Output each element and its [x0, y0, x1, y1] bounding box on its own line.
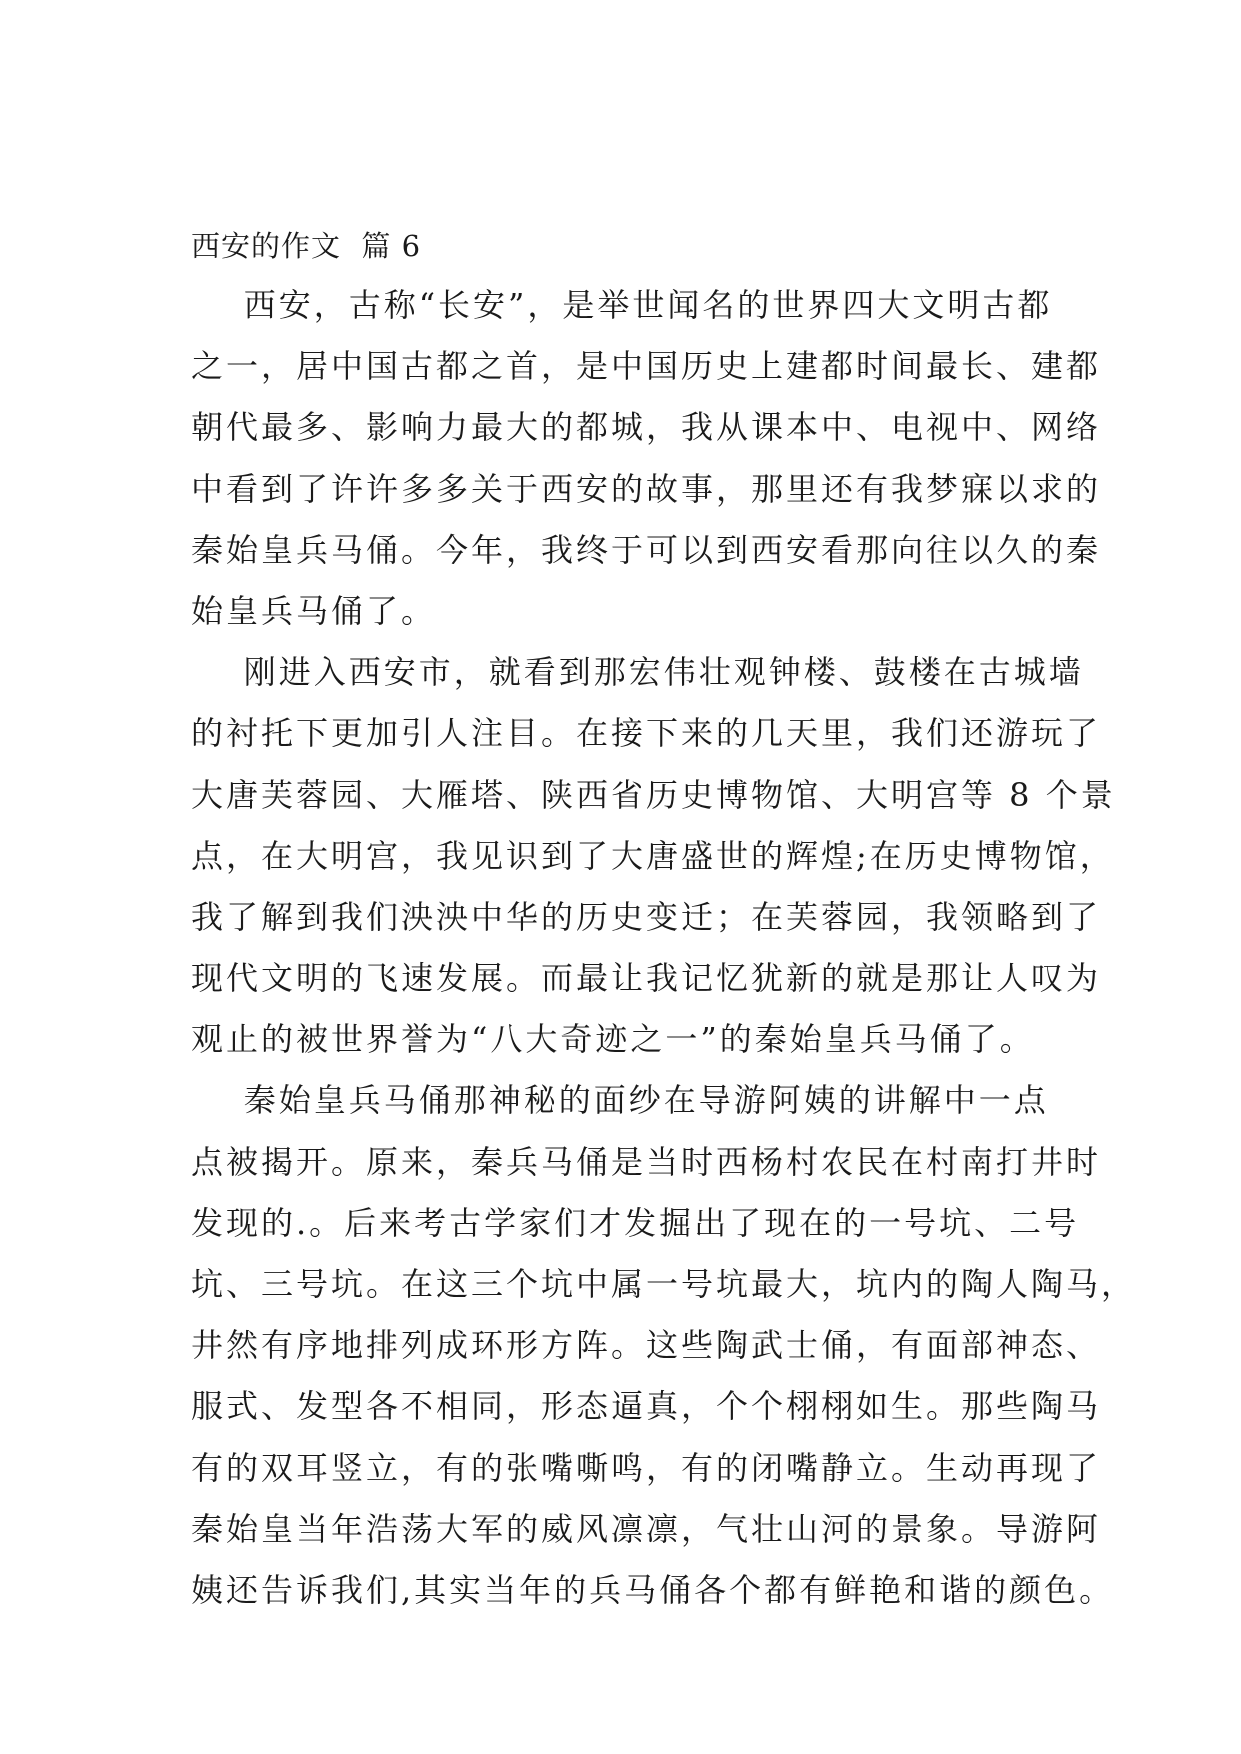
text-line: 服式、发型各不相同，形态逼真，个个栩栩如生。那些陶马: [191, 1387, 1102, 1426]
text-line: 中看到了许许多多关于西安的故事，那里还有我梦寐以求的: [191, 469, 1102, 508]
text-line: 大唐芙蓉园、大雁塔、陕西省历史博物馆、大明宫等 8 个景: [191, 775, 1116, 814]
text-line: 西安，古称“长安”，是举世闻名的世界四大文明古都: [191, 286, 1053, 324]
text-line: 的衬托下更加引人注目。在接下来的几天里，我们还游玩了: [191, 714, 1102, 753]
document-title: 西安的作文 篇 6: [191, 229, 422, 263]
text-line: 点，在大明宫，我见识到了大唐盛世的辉煌;在历史博物馆，: [191, 836, 1115, 875]
text-line: 现代文明的飞速发展。而最让我记忆犹新的就是那让人叹为: [191, 959, 1102, 998]
text-line: 秦始皇兵马俑那神秘的面纱在导游阿姨的讲解中一点: [191, 1081, 1049, 1120]
text-line: 姨还告诉我们,其实当年的兵马俑各个都有鲜艳和谐的颜色。: [191, 1570, 1115, 1609]
text-line: 始皇兵马俑了。: [191, 591, 437, 630]
text-line: 井然有序地排列成环形方阵。这些陶武士俑，有面部神态、: [191, 1326, 1102, 1365]
text-line: 有的双耳竖立，有的张嘴嘶鸣，有的闭嘴静立。生动再现了: [191, 1448, 1102, 1487]
text-line: 点被揭开。原来，秦兵马俑是当时西杨村农民在村南打井时: [191, 1142, 1102, 1181]
document-body: [191, 275, 1137, 1621]
text-line: 朝代最多、影响力最大的都城，我从课本中、电视中、网络: [191, 408, 1102, 447]
text-line: 坑、三号坑。在这三个坑中属一号坑最大，坑内的陶人陶马，: [191, 1265, 1137, 1303]
text-line: 刚进入西安市，就看到那宏伟壮观钟楼、鼓楼在古城墙: [191, 653, 1084, 692]
text-line: 秦始皇当年浩荡大军的威风凛凛，气壮山河的景象。导游阿: [191, 1509, 1102, 1548]
text-line: 发现的.。后来考古学家们才发掘出了现在的一号坑、二号: [191, 1203, 1080, 1242]
text-line: 观止的被世界誉为“八大奇迹之一”的秦始皇兵马俑了。: [191, 1020, 1035, 1059]
text-line: 我了解到我们泱泱中华的历史变迁；在芙蓉园，我领略到了: [191, 897, 1102, 936]
text-line: 秦始皇兵马俑。今年，我终于可以到西安看那向往以久的秦: [191, 530, 1102, 569]
text-line: 之一，居中国古都之首，是中国历史上建都时间最长、建都: [191, 347, 1102, 386]
